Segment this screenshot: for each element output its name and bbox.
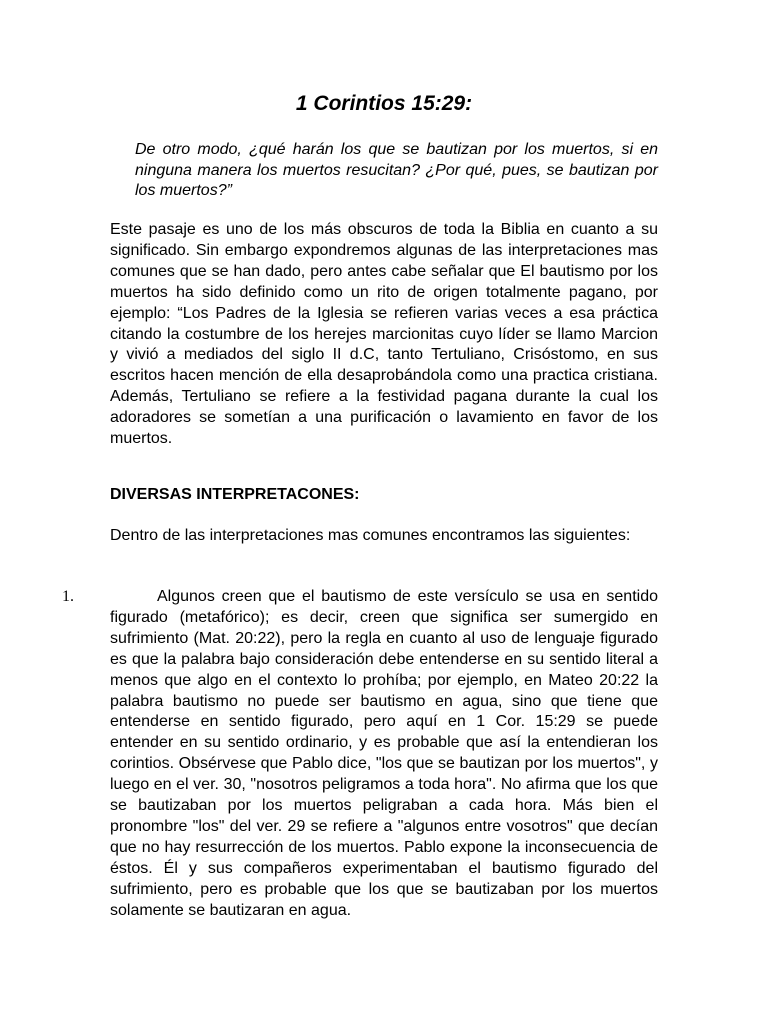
list-item-text: Algunos creen que el bautismo de este versículo se usa en sentido figurado (metafórico); es decir, creen que significa ser sumergido en sufrimiento (Mat. 20:22), pero la regla en cuanto al uso de lenguaje figurado es que la palabra bajo consideración debe entenderse en su sentido literal a menos que algo en el contexto lo prohíba; por ejemplo, en Mateo 20:22 la palabra bautismo no puede ser bautismo en agua, sino que tiene que entenderse en sentido figurado, pero aquí en 1 Cor. 15:29 se puede entender en su sentido ordinario, y es probable que así la entendieran los corintios. Obsérvese que Pablo dice, "los que se bautizan por los muertos", y luego en el ver. 30, "nosotros peligramos a toda hora". No afirma que los que se bautizaban por los muertos peligraban a cada hora. Más bien el pronombre "los" del ver. 29 se refiere a "algunos entre vosotros" que decían que no hay resurrección de los muertos. Pablo expone la inconsecuencia de éstos. Él y sus compañeros experimentaban el bautismo figurado del sufrimiento, pero es probable que los que se bautizaban por los muertos solamente se bautizaran en agua. <box>110 588 658 919</box>
intro-paragraph: Este pasaje es uno de los más obscuros de toda la Biblia en cuanto a su significado. Sin embargo expondremos algunas de las interpretaciones mas comunes que se han dado, pero antes cabe señalar que El bautismo por los muertos ha sido definido como un rito de origen totalmente pagano, por ejemplo: “Los Padres de la Iglesia se refieren varias veces a esa práctica citando la costumbre de los herejes marcionitas cuyo líder se llamo Marcion y vivió a mediados del siglo II d.C, tanto Tertuliano, Crisóstomo, en sus escritos hacen mención de ella desaprobándola como una practica cristiana. Además, Tertuliano se refiere a la festividad pagana durante la cual los adoradores se sometían a una purificación o lavamiento en favor de los muertos. <box>110 221 658 448</box>
section-heading: DIVERSAS INTERPRETACONES: <box>110 486 360 503</box>
list-item-number: 1. <box>62 588 74 605</box>
scripture-quote: De otro modo, ¿qué harán los que se bautizan por los muertos, si en ninguna manera los muertos resucitan? ¿Por qué, pues, se bautizan por los muertos?” <box>135 141 658 199</box>
page-title: 1 Corintios 15:29: <box>295 92 473 115</box>
section-intro: Dentro de las interpretaciones mas comunes encontramos las siguientes: <box>110 527 631 544</box>
